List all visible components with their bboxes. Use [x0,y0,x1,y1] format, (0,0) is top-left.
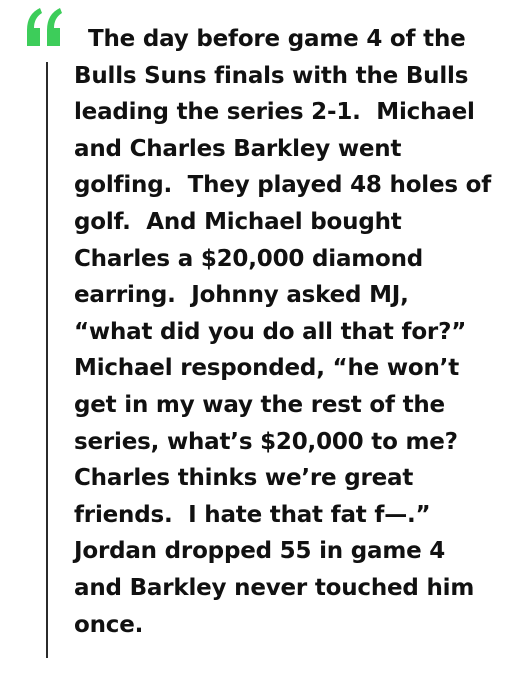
quote-line: Charles a $20,000 diamond [74,245,424,272]
quote-line: golfing. They played 48 holes of [74,172,492,199]
quote-line: get in my way the rest of the [74,391,445,418]
quote-line: Michael responded, “he won’t [74,355,459,382]
quote-line: The day before game 4 of the [88,26,466,52]
quote-text [74,21,504,643]
quote-line: leading the series 2-1. Michael [74,99,475,126]
double-quote-icon [24,6,64,48]
quote-line: “what did you do all that for?” [74,318,467,345]
quote-line: Bulls Suns finals with the Bulls [74,62,469,89]
quote-line: Jordan dropped 55 in game 4 [74,538,446,565]
quote-line: and Barkley never touched him [74,574,475,601]
quote-line: Charles thinks we’re great [74,465,414,492]
quote-line: series, what’s $20,000 to me? [74,428,458,455]
quote-line: earring. Johnny asked MJ, [74,282,409,309]
quote-line: golf. And Michael bought [74,208,402,235]
quote-line: and Charles Barkley went [74,135,402,162]
quote-line: friends. I hate that fat f—.” [74,501,431,528]
quote-vertical-rule [46,62,48,658]
quote-line: once. [74,611,144,638]
